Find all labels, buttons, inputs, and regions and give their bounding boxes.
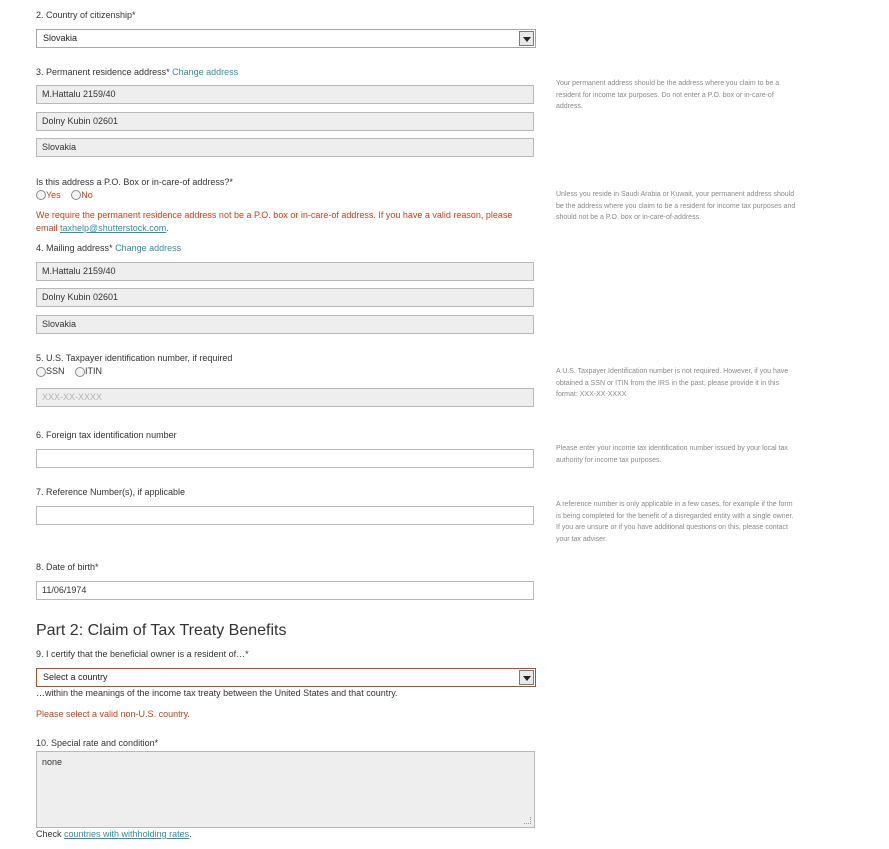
itin-label: ITIN (85, 366, 103, 376)
itin-radio[interactable] (75, 367, 85, 377)
date-of-birth-label: 8. Date of birth* (36, 562, 99, 572)
mailing-address-line1[interactable]: M.Hattalu 2159/40 (36, 262, 534, 281)
foreign-tax-id-label: 6. Foreign tax identification number (36, 430, 177, 440)
reference-number-label: 7. Reference Number(s), if applicable (36, 487, 186, 497)
withholding-rates-row (36, 829, 192, 839)
po-box-yes-radio[interactable] (36, 190, 46, 200)
country-of-citizenship-label: 2. Country of citizenship* (36, 10, 136, 20)
check-end: . (189, 829, 192, 839)
part2-heading: Part 2: Claim of Tax Treaty Benefits (36, 622, 287, 639)
special-rate-value: none (42, 757, 63, 767)
foreign-tax-id-input[interactable] (36, 449, 534, 468)
resize-grip-icon[interactable] (524, 817, 531, 824)
po-box-error-end: . (166, 223, 169, 233)
reference-number-help: A reference number is only applicable in a few cases, for example if the form is being completed for the benefit of a disregarded entity with a single owner. If you are unsure or if you have additional questions on this, please contact your tax adviser. (556, 501, 794, 543)
change-mailing-address-link[interactable]: Change address (115, 243, 182, 253)
po-box-radio-group (36, 190, 93, 200)
po-box-question: Is this address a P.O. Box or in-care-of address?* (36, 177, 233, 187)
change-permanent-address-link[interactable]: Change address (172, 67, 239, 77)
withholding-rates-link[interactable]: countries with withholding rates (64, 829, 190, 839)
po-box-no-radio[interactable] (71, 190, 81, 200)
resident-country-value: Select a country (43, 672, 108, 682)
special-rate-textarea[interactable] (36, 751, 535, 828)
check-prefix: Check (36, 829, 62, 839)
taxhelp-email-link[interactable]: taxhelp@shutterstock.com (60, 223, 167, 233)
po-box-help: Unless you reside in Saudi Arabia or Kuwait, your permanent address should be the address where you claim to be a resident for income tax purposes and should not be a P.O. box or in-care-of-address. (556, 191, 796, 221)
mailing-address-label: 4. Mailing address* (36, 243, 113, 253)
permanent-address-line3[interactable]: Slovakia (36, 138, 534, 157)
taxpayer-id-help: A U.S. Taxpayer Identification number is not required. However, if you have obtained a SSN or ITIN from the IRS in the past, please provide it in this format: XXX-XX-XXXX (556, 368, 789, 398)
resident-country-error: Please select a valid non-U.S. country. (36, 709, 190, 719)
taxpayer-id-label: 5. U.S. Taxpayer identification number, if required (36, 353, 233, 363)
resident-country-select[interactable] (36, 668, 536, 687)
reference-number-input[interactable] (36, 506, 534, 525)
permanent-address-label-row (36, 67, 238, 77)
po-box-error-text: We require the permanent residence address not be a P.O. box or in-care-of address. If you have a valid reason, please email (36, 210, 513, 233)
mailing-address-label-row (36, 243, 181, 253)
po-box-no-label: No (81, 190, 93, 200)
permanent-address-line2[interactable]: Dolny Kubin 02601 (36, 112, 534, 131)
chevron-down-icon[interactable] (519, 670, 534, 685)
taxpayer-id-radio-group (36, 366, 102, 377)
taxpayer-id-input[interactable]: XXX-XX-XXXX (36, 388, 534, 407)
permanent-address-line1[interactable]: M.Hattalu 2159/40 (36, 85, 534, 104)
treaty-meaning-text: …within the meanings of the income tax treaty between the United States and that country. (36, 688, 398, 698)
permanent-address-label: 3. Permanent residence address* (36, 67, 170, 77)
ssn-radio[interactable] (36, 367, 46, 377)
mailing-address-line2[interactable]: Dolny Kubin 02601 (36, 288, 534, 307)
resident-of-label: 9. I certify that the beneficial owner is a resident of…* (36, 649, 249, 659)
mailing-address-line3[interactable]: Slovakia (36, 315, 534, 334)
special-rate-label: 10. Special rate and condition* (36, 738, 159, 748)
po-box-yes-label: Yes (46, 190, 61, 200)
permanent-address-help: Your permanent address should be the address where you claim to be a resident for income tax purposes. Do not enter a P.O. box or in-care-of address. (556, 80, 780, 110)
po-box-error (36, 209, 526, 235)
country-of-citizenship-select[interactable] (36, 29, 536, 48)
date-of-birth-input[interactable]: 11/06/1974 (36, 581, 534, 600)
ssn-label: SSN (46, 366, 65, 376)
chevron-down-icon[interactable] (519, 31, 534, 46)
country-of-citizenship-value: Slovakia (43, 33, 78, 43)
foreign-tax-id-help: Please enter your income tax identification number issued by your local tax authority for income tax purposes. (556, 445, 788, 464)
